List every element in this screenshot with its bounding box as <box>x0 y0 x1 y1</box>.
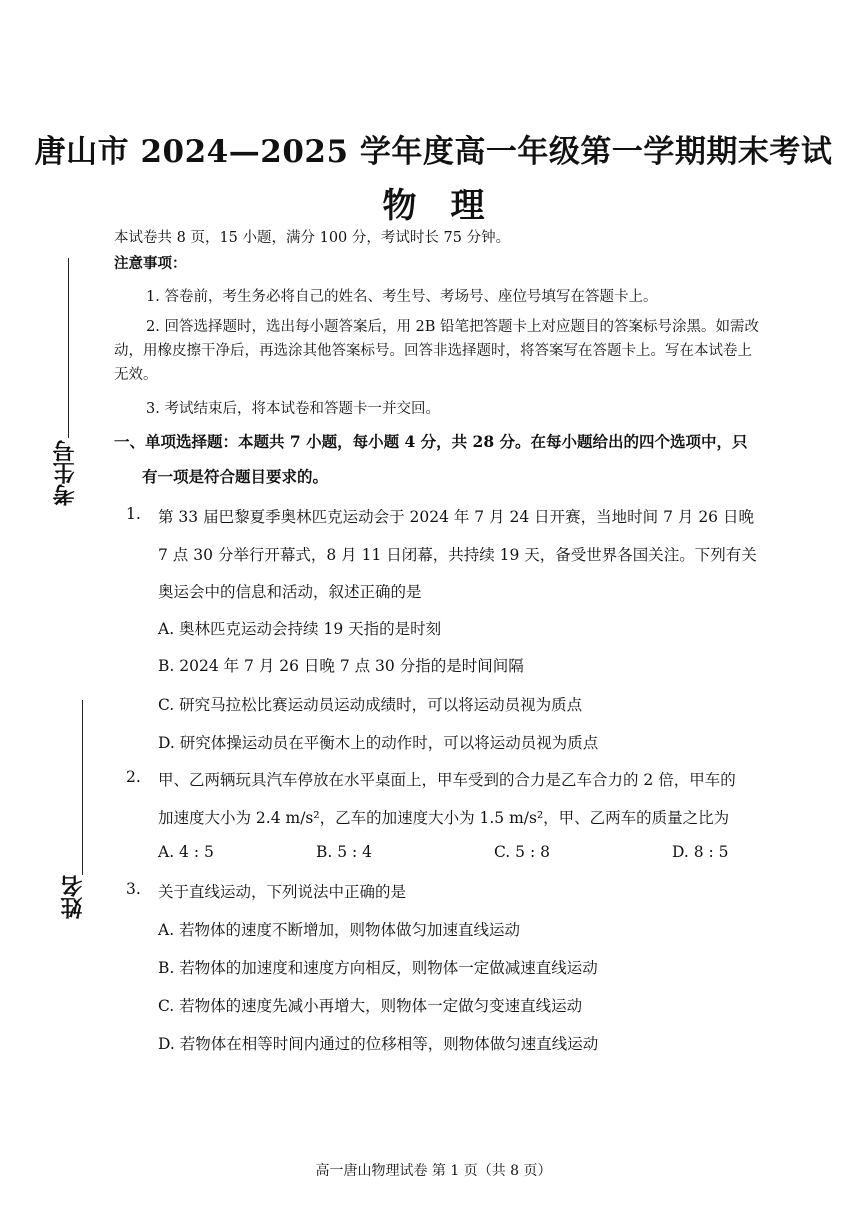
note-item-3: 3. 考试结束后，将本试卷和答题卡一并交回。 <box>146 401 440 417</box>
q3-stem-line-1: 关于直线运动，下列说法中正确的是 <box>158 883 407 901</box>
q1-stem-line-2: 7 点 30 分举行开幕式，8 月 11 日闭幕，共持续 19 天，备受世界各国关注。下列有关 <box>158 546 757 564</box>
notes-heading: 注意事项： <box>114 255 187 272</box>
q2-option-c: C. 5 : 8 <box>494 843 550 861</box>
note-item-2-line-1: 2. 回答选择题时，选出每小题答案后，用 2B 铅笔把答题卡上对应题目的答案标号涂黑。如需改 <box>146 319 760 335</box>
q2-number: 2. <box>126 768 141 786</box>
q1-stem-line-1: 第 33 届巴黎夏季奥林匹克运动会于 2024 年 7 月 24 日开赛，当地时间 7 月 26 日晚 <box>158 508 754 526</box>
q1-option-c: C. 研究马拉松比赛运动员运动成绩时，可以将运动员视为质点 <box>158 696 583 714</box>
section-1-heading-line-2: 有一项是符合题目要求的。 <box>142 467 329 486</box>
q1-number: 1. <box>126 505 141 523</box>
q3-option-d: D. 若物体在相等时间内通过的位移相等，则物体做匀速直线运动 <box>158 1035 599 1053</box>
q1-option-a: A. 奥林匹克运动会持续 19 天指的是时刻 <box>158 620 442 638</box>
q2-stem-line-1: 甲、乙两辆玩具汽车停放在水平桌面上，甲车受到的合力是乙车合力的 2 倍，甲车的 <box>158 771 736 789</box>
note-item-2-line-2: 动，用橡皮擦干净后，再选涂其他答案标号。回答非选择题时，将答案写在答题卡上。写在本试卷上 <box>114 343 752 359</box>
exam-id-label: 考生号 <box>52 440 78 506</box>
note-item-1: 1. 答卷前，考生务必将自己的姓名、考生号、考场号、座位号填写在答题卡上。 <box>146 289 658 305</box>
exam-title: 唐山市 2024—2025 学年度高一年级第一学期期末考试 <box>34 134 833 170</box>
q1-option-d: D. 研究体操运动员在平衡木上的动作时，可以将运动员视为质点 <box>158 734 599 752</box>
q1-option-b: B. 2024 年 7 月 26 日晚 7 点 30 分指的是时间间隔 <box>158 657 524 675</box>
q3-option-b: B. 若物体的加速度和速度方向相反，则物体一定做减速直线运动 <box>158 959 598 977</box>
q2-option-b: B. 5 : 4 <box>316 843 373 861</box>
q3-option-c: C. 若物体的速度先减小再增大，则物体一定做匀变速直线运动 <box>158 997 583 1015</box>
name-line <box>82 700 83 875</box>
exam-intro: 本试卷共 8 页，15 小题，满分 100 分，考试时长 75 分钟。 <box>114 230 511 246</box>
exam-id-line <box>68 258 69 438</box>
q2-stem-line-2: 加速度大小为 2.4 m/s²，乙车的加速度大小为 1.5 m/s²，甲、乙两车的质量之比为 <box>158 809 730 827</box>
q1-stem-line-3: 奥运会中的信息和活动，叙述正确的是 <box>158 583 422 601</box>
page-footer: 高一唐山物理试卷 第 1 页（共 8 页） <box>315 1163 552 1179</box>
note-item-2-line-3: 无效。 <box>114 367 158 383</box>
q3-number: 3. <box>126 880 141 898</box>
q2-option-d: D. 8 : 5 <box>672 843 729 861</box>
q2-option-a: A. 4 : 5 <box>158 843 214 861</box>
q3-option-a: A. 若物体的速度不断增加，则物体做匀加速直线运动 <box>158 921 521 939</box>
subject-title: 物理 <box>382 186 519 226</box>
section-1-heading-line-1: 一、单项选择题：本题共 7 小题，每小题 4 分，共 28 分。在每小题给出的四个选项中，只 <box>114 432 748 451</box>
name-label: 姓名 <box>60 875 86 919</box>
